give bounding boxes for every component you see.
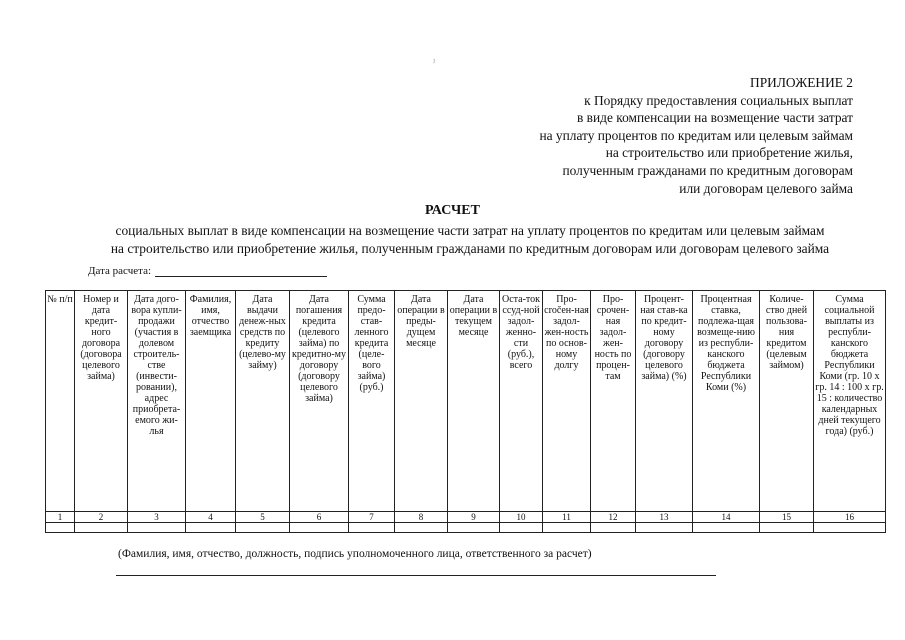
- column-number: 13: [636, 512, 693, 523]
- header-cell: Сумма предо-став-ленного кредита (целе-вого займа) (руб.): [349, 291, 395, 512]
- column-number: 4: [186, 512, 236, 523]
- calc-date-label: Дата расчета:: [88, 265, 152, 277]
- document-title: РАСЧЕТ: [425, 203, 480, 218]
- signature-line[interactable]: [116, 574, 716, 576]
- calculation-table: [45, 290, 886, 533]
- column-number: 11: [543, 512, 591, 523]
- header-cell: Дата выдачи денеж-ных средств по кредиту (целево-му займу): [236, 291, 290, 512]
- data-cell[interactable]: [236, 523, 290, 533]
- data-cell[interactable]: [814, 523, 886, 533]
- appendix-line: к Порядку предоставления социальных выплат: [584, 92, 853, 108]
- header-cell: Дата дого-вора купли-продажи (участия в долевом строитель-стве (инвести-ровании), адрес приобрета-емого жи-лья: [128, 291, 186, 512]
- header-cell: Дата погашения кредита (целевого займа) по кредитно-му договору (договору целевого займа): [290, 291, 349, 512]
- data-cell[interactable]: [693, 523, 760, 533]
- header-cell: Количе-ство дней пользова-ния кредитом (целевым займом): [760, 291, 814, 512]
- subtitle-line: социальных выплат в виде компенсации на возмещение части затрат на уплату процентов по кредитам или целевым займам: [115, 223, 825, 238]
- header-cell: Номер и дата кредит-ного договора (договора целевого займа): [75, 291, 128, 512]
- data-cell[interactable]: [760, 523, 814, 533]
- data-cell[interactable]: [543, 523, 591, 533]
- column-number: 14: [693, 512, 760, 523]
- header-cell: Процентная ставка, подлежа-щая возмеще-нию из республи-канского бюджета Республики Коми (%): [693, 291, 760, 512]
- header-cell: № п/п: [46, 291, 75, 512]
- column-number: 9: [448, 512, 500, 523]
- data-cell[interactable]: [186, 523, 236, 533]
- data-cell[interactable]: [395, 523, 448, 533]
- header-cell: Дата операции в преды-дущем месяце: [395, 291, 448, 512]
- data-cell[interactable]: [500, 523, 543, 533]
- appendix-line: на уплату процентов по кредитам или целевым займам: [539, 127, 853, 143]
- column-number: 12: [591, 512, 636, 523]
- document-subtitle: [40, 222, 900, 257]
- header-cell: Про-сročен-ная задол-жен-ность по основ-ному долгу: [543, 291, 591, 512]
- appendix-line: на строительство или приобретение жилья,: [605, 145, 853, 161]
- header-cell: Про-срочен-ная задол-жен-ность по процен-там: [591, 291, 636, 512]
- column-number: 3: [128, 512, 186, 523]
- header-cell: Оста-ток ссуд-ной задол-женно-сти (руб.), всего: [500, 291, 543, 512]
- column-number-row: [46, 512, 886, 523]
- data-cell[interactable]: [591, 523, 636, 533]
- column-number: 16: [814, 512, 886, 523]
- column-number: 10: [500, 512, 543, 523]
- data-cell[interactable]: [448, 523, 500, 533]
- scan-speck: ˀ: [433, 58, 436, 68]
- data-cell[interactable]: [128, 523, 186, 533]
- data-cell[interactable]: [636, 523, 693, 533]
- column-number: 1: [46, 512, 75, 523]
- header-cell: Сумма социальной выплаты из республи-канского бюджета Республики Коми (гр. 10 х гр. 14 : 100 х гр. 15 : количество календарных дней текущего года) (руб.): [814, 291, 886, 512]
- appendix-line: в виде компенсации на возмещение части затрат: [577, 110, 853, 126]
- table-header-row: [46, 291, 886, 512]
- data-cell[interactable]: [75, 523, 128, 533]
- signature-caption: (Фамилия, имя, отчество, должность, подпись уполномоченного лица, ответственного за расчет): [118, 548, 592, 560]
- subtitle-line: на строительство или приобретение жилья, полученным гражданами по кредитным договорам или договорам целевого займа: [110, 240, 830, 256]
- column-number: 7: [349, 512, 395, 523]
- column-number: 2: [75, 512, 128, 523]
- column-number: 6: [290, 512, 349, 523]
- data-cell[interactable]: [46, 523, 75, 533]
- data-cell[interactable]: [290, 523, 349, 533]
- header-cell: Фамилия, имя, отчество заемщика: [186, 291, 236, 512]
- calc-date-row: [88, 265, 327, 277]
- column-number: 15: [760, 512, 814, 523]
- column-number: 8: [395, 512, 448, 523]
- appendix-line: полученным гражданами по кредитным договорам: [562, 162, 853, 178]
- header-cell: Процент-ная став-ка по кредит-ному договору (договору целевого займа) (%): [636, 291, 693, 512]
- appendix-block: [539, 74, 853, 197]
- calc-date-field[interactable]: [155, 266, 327, 277]
- appendix-line: или договорам целевого займа: [679, 180, 853, 196]
- data-cell[interactable]: [349, 523, 395, 533]
- header-cell: Дата операции в текущем месяце: [448, 291, 500, 512]
- column-number: 5: [236, 512, 290, 523]
- appendix-line: ПРИЛОЖЕНИЕ 2: [750, 75, 853, 90]
- empty-data-row: [46, 523, 886, 533]
